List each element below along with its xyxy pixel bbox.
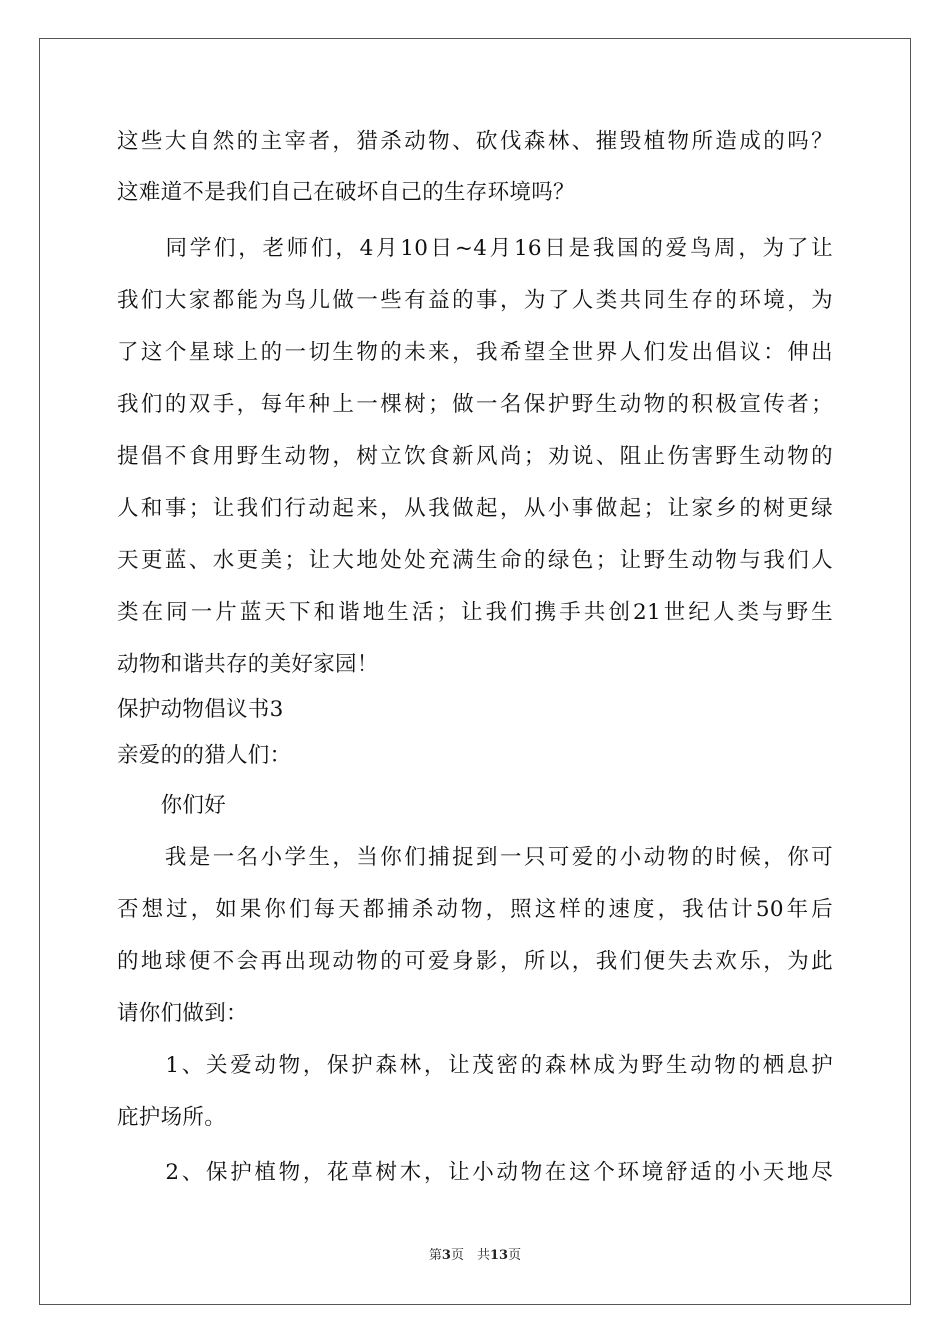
footer-mid: 页 共 [450,1248,490,1263]
text-line: 否想过，如果你们每天都捕杀动物，照这样的速度，我估计50年后 [117,897,833,922]
text-line: 这些大自然的主宰者，猎杀动物、砍伐森林、摧毁植物所造成的吗？ [117,129,833,154]
section-heading: 保护动物倡议书3 [117,697,284,722]
footer-current-page: 3 [441,1248,451,1263]
text-line: 提倡不食用野生动物，树立饮食新风尚；劝说、阻止伤害野生动物的 [117,444,833,469]
text-line: 动物和谐共存的美好家园！ [117,652,379,677]
text-line: 2、保护植物，花草树木，让小动物在这个环境舒适的小天地尽 [117,1160,833,1185]
text-line: 这难道不是我们自己在破坏自己的生存环境吗？ [117,180,575,205]
salutation: 亲爱的的猎人们： [117,743,292,768]
greeting: 你们好 [117,793,227,818]
text-line: 庇护场所。 [117,1105,227,1130]
text-line: 的地球便不会再出现动物的可爱身影，所以，我们便失去欢乐，为此 [117,949,833,974]
text-line: 了这个星球上的一切生物的未来，我希望全世界人们发出倡议：伸出 [117,340,833,365]
footer-suffix: 页 [508,1248,522,1263]
text-line: 我是一名小学生，当你们捕捉到一只可爱的小动物的时候，你可 [117,845,833,870]
footer-prefix: 第 [428,1248,442,1263]
page-footer [0,1246,950,1266]
text-line: 人和事；让我们行动起来，从我做起，从小事做起；让家乡的树更绿 [117,496,833,521]
text-line: 天更蓝、水更美；让大地处处充满生命的绿色；让野生动物与我们人 [117,548,833,573]
text-line: 类在同一片蓝天下和谐地生活；让我们携手共创21世纪人类与野生 [117,600,833,625]
text-line: 我们的双手，每年种上一棵树；做一名保护野生动物的积极宣传者； [117,392,833,417]
text-line: 同学们，老师们，4月10日~4月16日是我国的爱鸟周，为了让 [117,236,833,261]
text-line: 我们大家都能为鸟儿做一些有益的事，为了人类共同生存的环境，为 [117,288,833,313]
text-line: 请你们做到： [117,1001,248,1026]
footer-total-pages: 13 [489,1248,509,1263]
text-line: 1、关爱动物，保护森林，让茂密的森林成为野生动物的栖息护 [117,1053,833,1078]
